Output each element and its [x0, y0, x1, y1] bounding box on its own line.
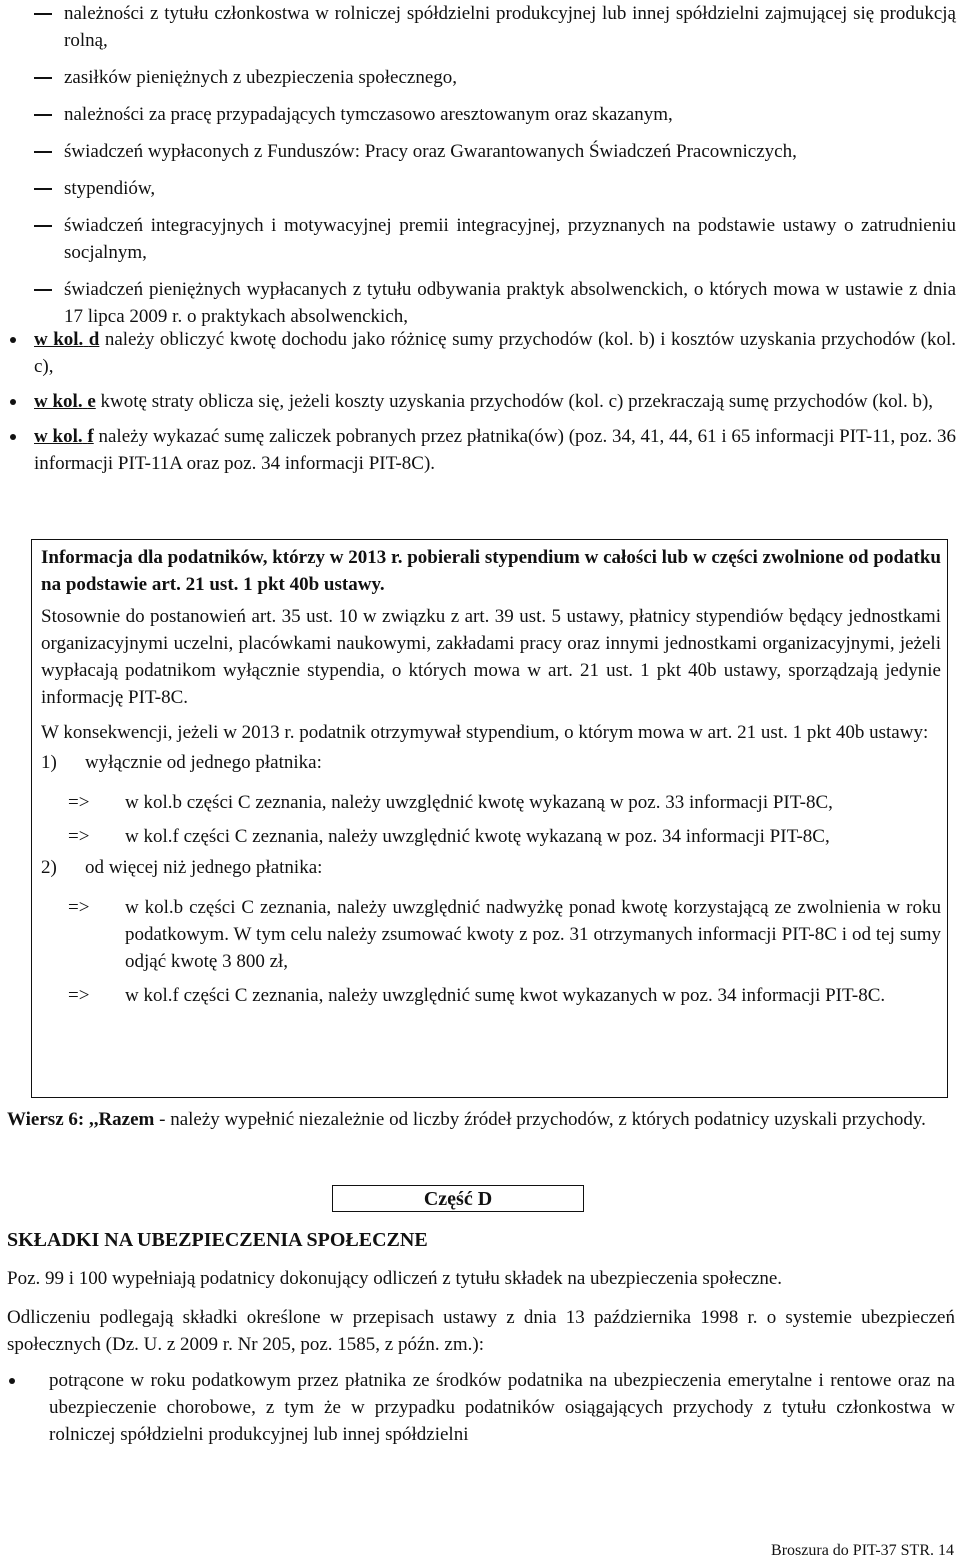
page-footer: Broszura do PIT-37 STR. 14 — [771, 1542, 954, 1559]
case-two-label: 2) od więcej niż jednego płatnika: — [41, 857, 323, 878]
arrow-marker: => — [68, 985, 90, 1006]
case-two-item: => w kol.b części C zeznania, należy uwzględnić nadwyżkę ponad kwotę korzystającą ze zwolnienia w roku podatkowym. W tym celu należy zsumować kwoty z poz. 31 otrzymanych informacji PIT-8C i od tej sumy odjąć kwotę 3 800 zł, — [41, 894, 941, 975]
bullet-dot — [10, 434, 16, 440]
dash-list-item: należności za pracę przypadających tymczasowo aresztowanym oraz skazanym, — [10, 101, 956, 128]
dash-list-item: zasiłków pieniężnych z ubezpieczenia społecznego, — [10, 64, 956, 91]
dash-list-item: świadczeń pieniężnych wypłacanych z tytułu odbywania praktyk absolwenckich, o których mowa w ustawie z dnia 17 lipca 2009 r. o praktykach absolwenckich, — [10, 276, 956, 330]
dash-marker — [34, 225, 52, 227]
case-one-item: => w kol.f części C zeznania, należy uwzględnić kwotę wykazaną w poz. 34 informacji PIT-8C, — [41, 823, 941, 850]
case-one-label: 1) wyłącznie od jednego płatnika: — [41, 752, 322, 773]
section-part-box: Część D — [332, 1185, 584, 1212]
dash-marker — [34, 77, 52, 79]
column-bullet-list — [10, 326, 956, 477]
column-ref: w kol. d — [34, 329, 100, 350]
income-dash-list — [10, 0, 956, 340]
wiersz-label: Wiersz 6: ,,Razem — [7, 1109, 155, 1130]
info-box-paragraph: Stosownie do postanowień art. 35 ust. 10 w związku z art. 39 ust. 5 ustawy, płatnicy stypendiów będący jednostkami organizacyjnymi uczelni, placówkami naukowymi, zakładami pracy oraz innymi jednostkami organizacyjnymi, jeżeli wypłacają podatnikom wyłącznie stypendia, o których mowa w art. 21 ust. 1 pkt 40b ustawy, sporządzają jedynie informację PIT-8C. — [41, 606, 941, 708]
dash-list-item: stypendiów, — [10, 175, 956, 202]
column-bullet-item: w kol. e kwotę straty oblicza się, jeżeli koszty uzyskania przychodów (kol. c) przekraczają sumę przychodów (kol. b), — [10, 388, 956, 415]
dash-marker — [34, 114, 52, 116]
column-ref: w kol. f — [34, 426, 94, 447]
info-box-heading: Informacja dla podatników, którzy w 2013 r. pobierali stypendium w całości lub w części zwolnione od podatku na podstawie art. 21 ust. 1 pkt 40b ustawy. — [41, 547, 941, 595]
case-one-item: => w kol.b części C zeznania, należy uwzględnić kwotę wykazaną w poz. 33 informacji PIT-8C, — [41, 789, 941, 816]
dash-marker — [34, 289, 52, 291]
bullet-dot — [9, 1378, 15, 1384]
arrow-marker: => — [68, 826, 90, 847]
dash-marker — [34, 151, 52, 153]
dash-list-item: świadczeń integracyjnych i motywacyjnej premii integracyjnej, przyznanych na podstawie ustawy o zatrudnieniu socjalnym, — [10, 212, 956, 266]
dash-marker — [34, 188, 52, 190]
odliczeniu-paragraph: Odliczeniu podlegają składki określone w przepisach ustawy z dnia 13 października 1998 r. o systemie ubezpieczeń społecznych (Dz. U. z 2009 r. Nr 205, poz. 1585, z późn. zm.): — [7, 1307, 955, 1355]
bullet-dot — [10, 399, 16, 405]
section-title: SKŁADKI NA UBEZPIECZENIA SPOŁECZNE — [7, 1229, 428, 1251]
scholarship-info-box — [31, 539, 948, 1098]
bullet-dot — [10, 337, 16, 343]
dash-list-item: świadczeń wypłaconych z Funduszów: Pracy oraz Gwarantowanych Świadczeń Pracowniczych, — [10, 138, 956, 165]
dash-marker — [34, 13, 52, 15]
contribution-bullet-item: potrącone w roku podatkowym przez płatnika ze środków podatnika na ubezpieczenia emerytalne i rentowe oraz na ubezpieczenie chorobowe, z tym że w przypadku podatników osiągających przychody z tytułu członkostwa w rolniczej spółdzielni produkcyjnej lub innej spółdzielni — [7, 1367, 955, 1448]
column-ref: w kol. e — [34, 391, 96, 412]
column-bullet-item: w kol. d należy obliczyć kwotę dochodu jako różnicę sumy przychodów (kol. b) i kosztów uzyskania przychodów (kol. c), — [10, 326, 956, 380]
contribution-bullet-list — [7, 1367, 955, 1448]
arrow-marker: => — [68, 792, 90, 813]
arrow-marker: => — [68, 897, 90, 918]
case-two-item: => w kol.f części C zeznania, należy uwzględnić sumę kwot wykazanych w poz. 34 informacji PIT-8C. — [41, 982, 941, 1009]
dash-list-item: należności z tytułu członkostwa w rolniczej spółdzielni produkcyjnej lub innej spółdzielni zajmującej się produkcją rolną, — [10, 0, 956, 54]
column-bullet-item: w kol. f należy wykazać sumę zaliczek pobranych przez płatnika(ów) (poz. 34, 41, 44, 61 i 65 informacji PIT-11, poz. 36 informacji PIT-11A oraz poz. 34 informacji PIT-8C). — [10, 423, 956, 477]
info-box-paragraph: W konsekwencji, jeżeli w 2013 r. podatnik otrzymywał stypendium, o którym mowa w art. 21 ust. 1 pkt 40b ustawy: — [41, 722, 929, 743]
poz-paragraph: Poz. 99 i 100 wypełniają podatnicy dokonujący odliczeń z tytułu składek na ubezpieczenia społeczne. — [7, 1268, 783, 1289]
wiersz-paragraph: Wiersz 6: ,,Razem - należy wypełnić niezależnie od liczby źródeł przychodów, z których podatnicy uzyskali przychody. — [7, 1109, 926, 1130]
